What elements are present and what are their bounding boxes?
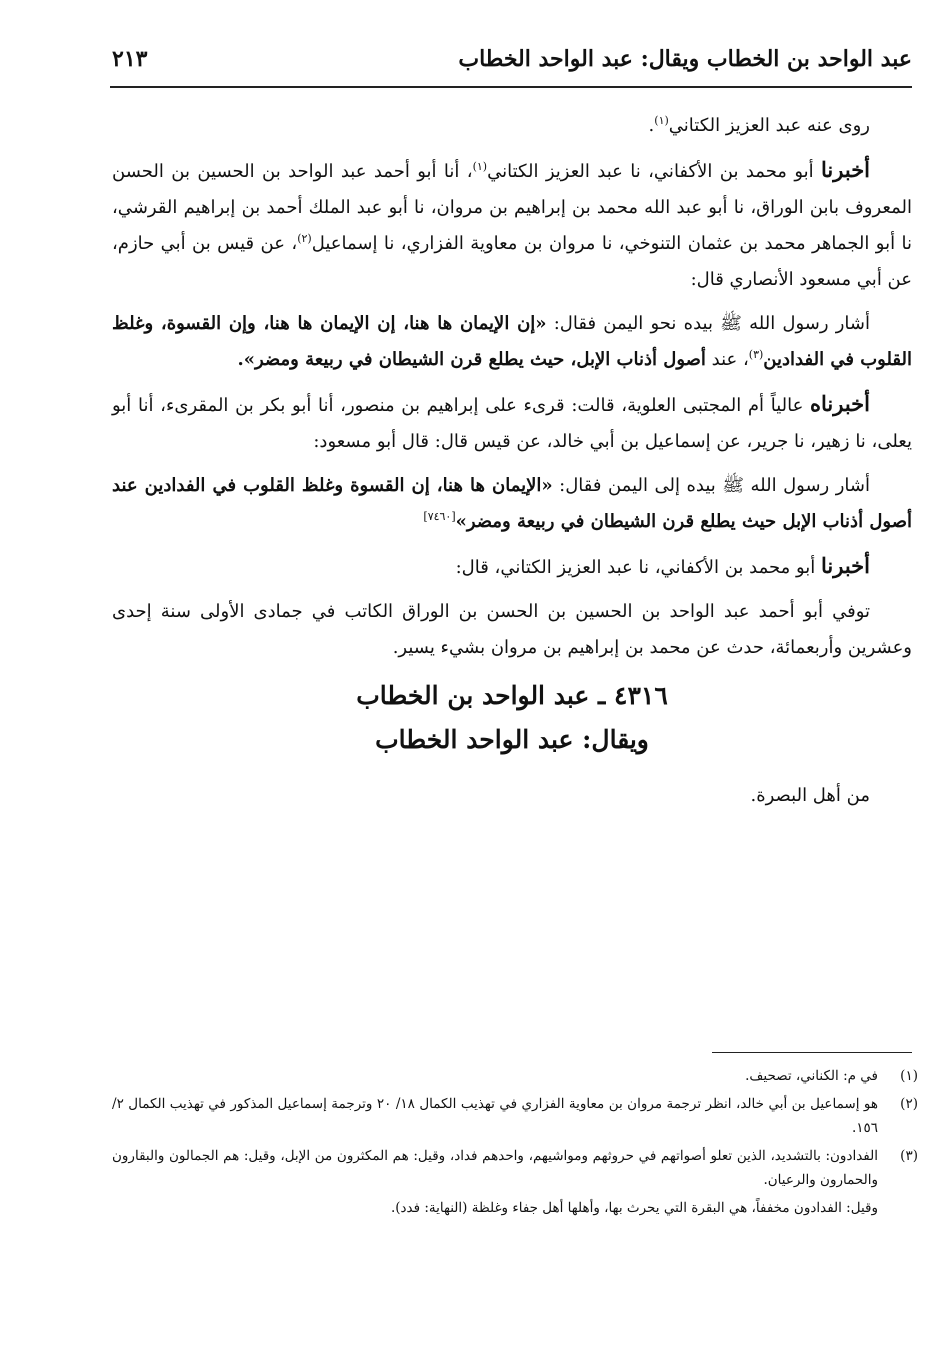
paragraph-isnad-2: [112, 386, 912, 460]
footnote-continuation: وقيل: الفدادون مخففاً، هي البقرة التي يحرث بها، وأهلها أهل جفاء وغلظة (النهاية: فدد).: [390, 1200, 878, 1216]
paragraph-narrator: [112, 108, 912, 144]
footnote-number: (١): [900, 1068, 918, 1084]
footnote-ref: (٣): [748, 348, 764, 361]
main-text: [112, 108, 912, 822]
paragraph-text: ، عند: [705, 349, 749, 370]
paragraph-text: أبو محمد بن الأكفاني، نا عبد العزيز الكتاني: [487, 161, 822, 182]
paragraph-hadith-1: [112, 306, 912, 378]
paragraph-isnad-3: [112, 548, 912, 586]
footnote-ref: (١): [654, 114, 669, 127]
paragraph-end: .: [648, 115, 655, 136]
lead-word: أخبرنا: [821, 157, 871, 182]
footnote-text: هو إسماعيل بن أبي خالد، انظر ترجمة مروان بن معاوية الفزاري في تهذيب الكمال ١٨/ ٢٠ وترجمة إسماعيل المذكور في تهذيب الكمال ٢/ ١٥٦.: [112, 1096, 878, 1136]
paragraph-text: أبو محمد بن الأكفاني، نا عبد العزيز الكتاني، قال:: [455, 557, 822, 578]
footnote-text: في م: الكناني، تصحيف.: [745, 1068, 878, 1084]
footnote-text: الفدادون: بالتشديد، الذين تعلو أصواتهم في حروثهم ومواشيهم، واحدهم فداد، وقيل: هم المكثرون من الإبل، وقيل: هم الجمالون والبقارون والحمارون والرعيان.: [112, 1148, 878, 1188]
paragraph-text: ، عن قيس بن أبي حازم، عن أبي مسعود الأنصاري قال:: [112, 233, 912, 290]
running-title: عبد الواحد بن الخطاب ويقال: عبد الواحد الخطاب: [458, 46, 912, 72]
footnote-ref: (١): [472, 160, 488, 173]
footnote-rule: [712, 1052, 912, 1053]
paragraph-text: أشار رسول الله ﷺ بيده نحو اليمن فقال:: [546, 313, 870, 334]
entry-heading: [112, 674, 912, 762]
hadith-text: «الإيمان ها هنا، إن القسوة وغلظ القلوب في الفدادين عند أصول أذناب الإبل حيث يطلع قرن الشيطان في ربيعة ومضر»: [112, 475, 912, 532]
entry-heading-line: ٤٣١٦ ـ عبد الواحد بن الخطاب: [356, 681, 668, 710]
paragraph-text: من أهل البصرة.: [750, 785, 870, 806]
footnote: [112, 1064, 918, 1088]
paragraph-text: أشار رسول الله ﷺ بيده إلى اليمن فقال:: [552, 475, 870, 496]
entry-heading-line: ويقال: عبد الواحد الخطاب: [375, 725, 649, 754]
hadith-text: «إن الإيمان ها هنا، إن الإيمان ها هنا، وإن القسوة، وغلظ القلوب في الفدادين: [112, 313, 912, 370]
page-number: ٢١٣: [112, 46, 148, 72]
paragraph-death: [112, 594, 912, 666]
footnote: [112, 1144, 918, 1192]
lead-word: أخبرنا: [821, 553, 870, 578]
paragraph-text: روى عنه عبد العزيز الكتاني: [668, 115, 870, 136]
header-rule: [110, 86, 912, 88]
footnote-ref: (٢): [297, 232, 312, 245]
hadith-text: أصول أذناب الإبل، حيث يطلع قرن الشيطان في ربيعة ومضر».: [237, 349, 706, 370]
paragraph-hadith-2: [112, 468, 912, 540]
paragraph-text: ، أنا أبو أحمد عبد الواحد بن الحسين بن الحسن المعروف بابن الوراق، نا أبو عبد الله محمد بن إبراهيم بن مروان، نا أبو عبد الملك أحمد بن إبراهيم القرشي، نا أبو الجماهر محمد بن عثمان التنوخي، نا مروان بن معاوية الفزاري، نا إسماعيل: [112, 161, 913, 254]
footnote-number: (٢): [900, 1096, 918, 1112]
paragraph-text: عالياً أم المجتبى العلوية، قالت: قرىء على إبراهيم بن منصور، أنا أبو بكر بن المقرىء، أنا أبو يعلى، نا زهير، نا جرير، عن إسماعيل بن أبي خالد، عن قيس قال: قال أبو مسعود:: [112, 395, 912, 452]
hadith-number: [٧٤٦٠]: [423, 510, 456, 523]
lead-word: أخبرناه: [810, 391, 870, 416]
paragraph-origin: [112, 778, 912, 814]
paragraph-text: توفي أبو أحمد عبد الواحد بن الحسين بن الحسن بن الوراق الكاتب في جمادى الأولى سنة إحدى وعشرين وأربعمائة، حدث عن محمد بن إبراهيم بن مروان بشيء يسير.: [112, 601, 912, 658]
footnotes: [112, 1064, 918, 1220]
footnote-number: (٣): [900, 1148, 918, 1164]
paragraph-isnad-1: [112, 152, 912, 298]
running-header: [112, 44, 912, 82]
footnote: [112, 1092, 918, 1140]
